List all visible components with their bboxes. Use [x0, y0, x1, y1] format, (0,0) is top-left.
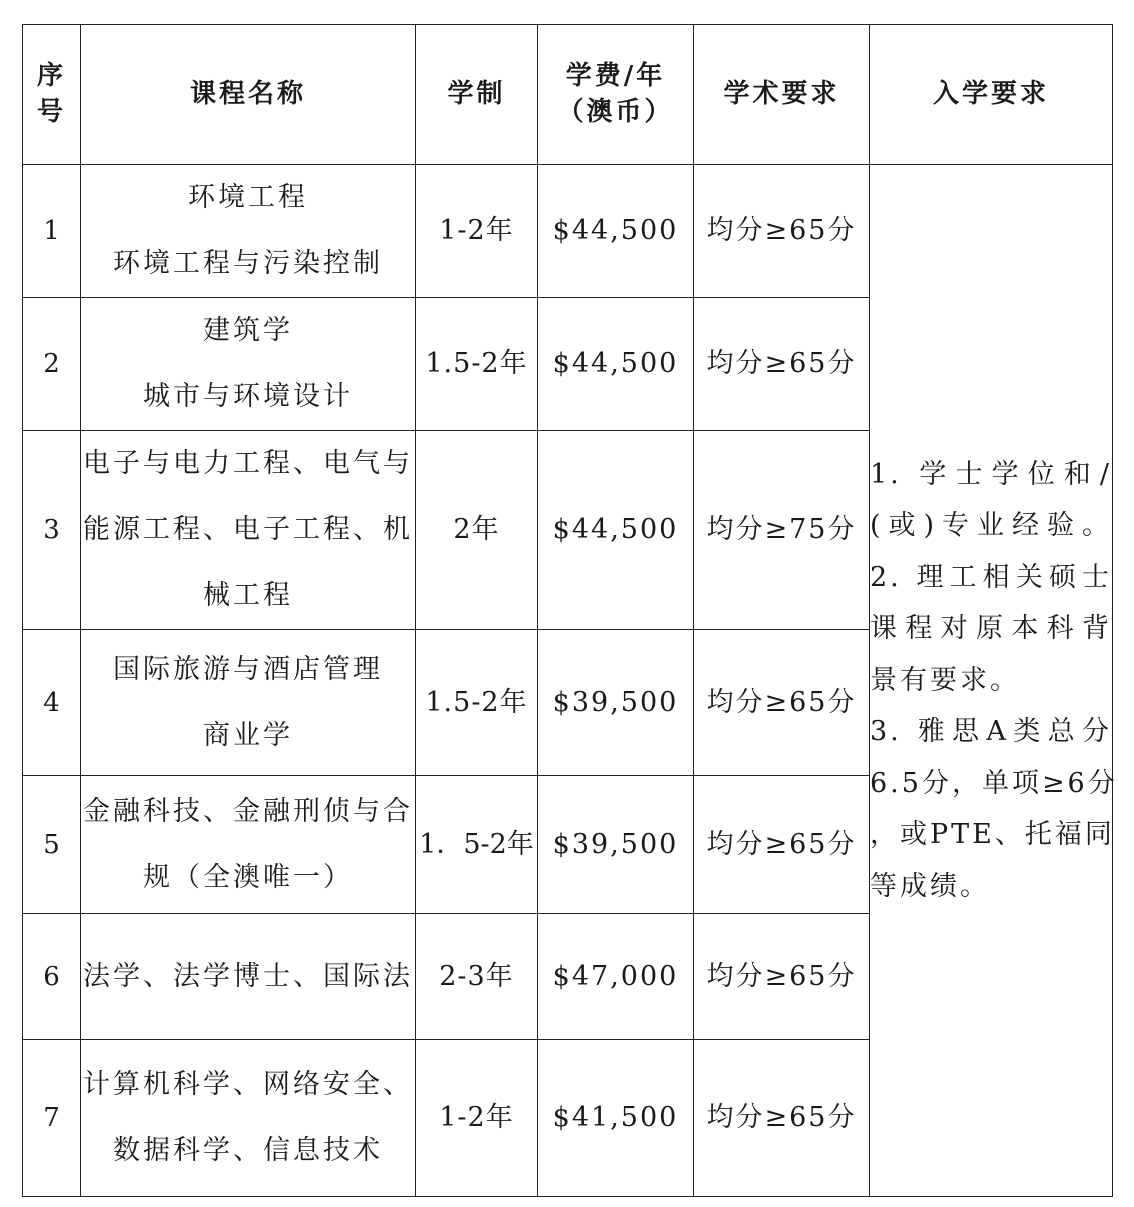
admission-line: 课程对原本科背	[870, 613, 1112, 645]
tuition-fee: $47,000	[538, 914, 694, 1040]
row-number: 3	[23, 431, 81, 630]
course-name-line: 国际旅游与酒店管理	[113, 653, 383, 685]
tuition-fee: $39,500	[538, 776, 694, 914]
tuition-fee: $39,500	[538, 630, 694, 776]
header-duration: 学制	[416, 25, 538, 165]
course-name-line: 计算机科学、网络安全、	[83, 1069, 413, 1100]
header-admission: 入学要求	[870, 25, 1113, 165]
admission-line: 3. 雅思A类总分	[870, 716, 1112, 748]
course-name-line: 规（全澳唯一）	[143, 861, 353, 893]
course-name	[81, 431, 416, 630]
tuition-fee: $44,500	[538, 431, 694, 630]
course-name	[81, 165, 416, 298]
row-number: 5	[23, 776, 81, 914]
course-name-line: 数据科学、信息技术	[113, 1135, 383, 1166]
course-name-line: 建筑学	[203, 315, 293, 346]
course-name-line: 法学、法学博士、国际法	[83, 960, 413, 992]
academic-requirement: 均分≥65分	[694, 1040, 870, 1197]
course-name	[81, 298, 416, 431]
course-name	[81, 914, 416, 1040]
course-name	[81, 776, 416, 914]
course-name-line: 电子与电力工程、电气与	[83, 448, 413, 479]
academic-requirement: 均分≥65分	[694, 630, 870, 776]
admission-requirements	[870, 165, 1118, 1197]
admission-line: 2. 理工相关硕士	[870, 561, 1112, 593]
course-name-line: 城市与环境设计	[143, 381, 353, 412]
admission-line: 6.5分，单项≥6分	[870, 767, 1118, 799]
duration: 2-3年	[416, 914, 538, 1040]
duration: 1．5-2年	[416, 776, 538, 914]
tuition-fee: $44,500	[538, 298, 694, 431]
header-course-name: 课程名称	[81, 25, 416, 165]
admission-line: 景有要求。	[870, 664, 1020, 696]
tuition-fee: $41,500	[538, 1040, 694, 1197]
duration: 1.5-2年	[416, 630, 538, 776]
duration: 1-2年	[416, 1040, 538, 1197]
course-name	[81, 1040, 416, 1197]
academic-requirement: 均分≥65分	[694, 914, 870, 1040]
academic-requirement: 均分≥75分	[694, 431, 870, 630]
row-number: 1	[23, 165, 81, 298]
course-name	[81, 630, 416, 776]
course-name-line: 商业学	[203, 719, 293, 751]
table-row	[23, 165, 1113, 298]
tuition-fee: $44,500	[538, 165, 694, 298]
academic-requirement: 均分≥65分	[694, 165, 870, 298]
duration: 1-2年	[416, 165, 538, 298]
header-fee-line2: （澳币）	[557, 96, 674, 127]
admission-line: 等成绩。	[870, 870, 990, 902]
duration: 2年	[416, 431, 538, 630]
course-name-line: 金融科技、金融刑侦与合	[83, 795, 413, 827]
academic-requirement: 均分≥65分	[694, 776, 870, 914]
duration: 1.5-2年	[416, 298, 538, 431]
header-no: 序号	[23, 25, 81, 165]
program-table	[22, 24, 1118, 1197]
header-fee	[538, 25, 694, 165]
header-row	[23, 25, 1113, 165]
header-fee-line1: 学费/年	[565, 61, 666, 92]
admission-line: (或)专业经验。	[870, 510, 1112, 542]
course-name-line: 环境工程与污染控制	[113, 248, 383, 279]
row-number: 4	[23, 630, 81, 776]
row-number: 6	[23, 914, 81, 1040]
admission-line: 1. 学士学位和/	[870, 458, 1112, 490]
row-number: 2	[23, 298, 81, 431]
course-name-line: 械工程	[203, 580, 293, 611]
header-academic: 学术要求	[694, 25, 870, 165]
course-name-line: 环境工程	[188, 182, 308, 213]
row-number: 7	[23, 1040, 81, 1197]
admission-line: ，或PTE、托福同	[870, 819, 1115, 851]
course-name-line: 能源工程、电子工程、机	[83, 514, 413, 545]
academic-requirement: 均分≥65分	[694, 298, 870, 431]
